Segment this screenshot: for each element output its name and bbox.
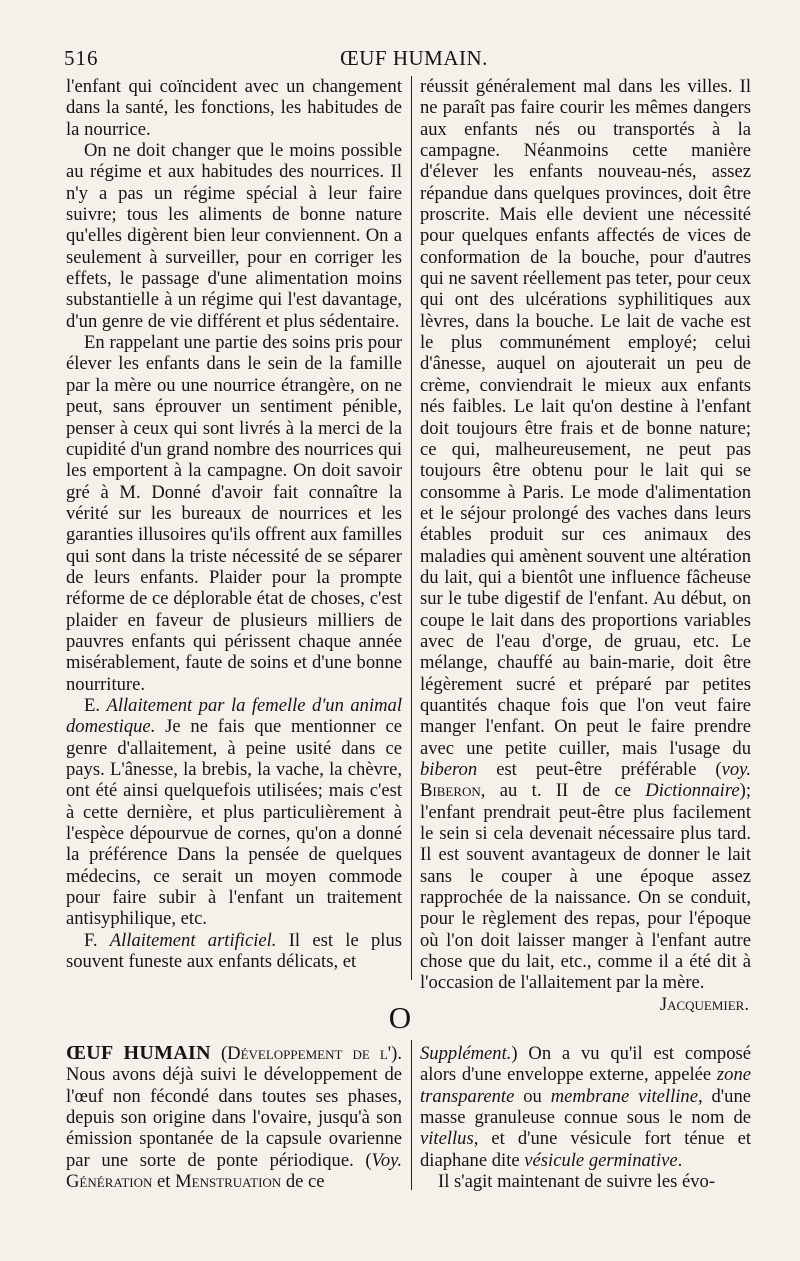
paragraph-section-e [66, 695, 402, 930]
emphasis: vitellus [420, 1128, 474, 1150]
page-number: 516 [64, 46, 99, 70]
emphasis: zone transparente [420, 1064, 751, 1107]
left-column-top [66, 76, 402, 972]
section-title: Allaitement artificiel. [109, 929, 277, 951]
paragraph: l'enfant qui coïncident avec un changement dans la santé, les fonctions, les habitudes de la nourrice. [66, 76, 402, 140]
section-label: E. [84, 694, 101, 716]
entry-subheading: (Développement de l'). [210, 1043, 402, 1064]
left-column-bottom [66, 1043, 402, 1192]
text-run: Nous avons déjà suivi le développement de l'œuf non fécondé dans toutes ses phases, depuis son origine dans l'ovaire, jusqu'à son émission spontanée de la capsule ovarienne par une sorte de ponte périodique. ( [66, 1064, 402, 1171]
text-run: est peut-être préférable ( [477, 759, 722, 780]
section-text: Je ne fais que mentionner ce genre d'allaitement, à peine usité dans ce pays. L'ânesse, la brebis, la vache, la chèvre, ont été ainsi quelquefois utilisées; mais c'est à cette dernière, et plus particulièrement à l'espèce dépourvue de cornes, qu'on a donné la préférence Dans la pensée de quelques médecins, ce serait un moyen commode pour faire subir à l'enfant un traitement antisyphilique, etc. [66, 716, 402, 930]
emphasis: Supplément. [420, 1043, 512, 1064]
page-header [64, 44, 764, 72]
text-run: ); l'enfant prendrait peut-être plus facilement le sein si cela devenait nécessaire plus tard. Il est souvent avantageux de donner le lait sans le couper à une époque assez rapprochée de la naissance. On se conduit, pour le règlement des repas, pour l'époque où l'on doit laisser manger à l'enfant autre chose que du lait, etc., comme il a été dit à l'occasion de l'allaitement par la mère. [420, 780, 751, 994]
emphasis: biberon [420, 759, 478, 780]
entry-paragraph [66, 1043, 402, 1192]
text-run: , d'une masse granuleuse connue sous le nom de [420, 1085, 751, 1129]
section-letter: O [388, 1000, 412, 1035]
paragraph [420, 76, 751, 994]
column-divider-top [411, 76, 412, 980]
text-run: réussit généralement mal dans les villes. Il ne paraît pas faire courir les mêmes dangers aux enfants nés ou transportés à la campagne. Néanmoins cette manière d'élever les enfants nouveau-nés, assez répandue dans quelques provinces, doit être proscrite. Mais elle devient une nécessité pour quelques enfants affectés de vices de conformation de la bouche, pour d'autres qui ne savent réellement pas teter, pour ceux qui ont des ulcérations syphilitiques aux lèvres, dans la bouche. Le lait de vache est le plus communément employé; celui d'ânesse, auquel on ajouterait un peu de crème, conviendrait le mieux aux enfants nés faibles. Le lait qu'on destine à l'enfant doit toujours être frais et de bonne nature; ce qui, malheureusement, ne peut pas toujours être obtenu pour le lait qui se consomme à Paris. Le mode d'alimentation et le séjour prolongé des vaches dans leurs étables produit sur ces animaux des maladies qui amènent souvent une altération du lait, qui a bientôt une influence fâcheuse sur le tube digestif de l'enfant. Au début, on coupe le lait dans des proportions variables avec de l'eau d'orge, de gruau, etc. Le mélange, chauffé au bain-marie, doit être légèrement sucré et préparé par petites quantités chaque fois que l'on veut faire manger l'enfant. On peut le faire prendre avec une petite cuiller, mais l'usage du [420, 76, 751, 759]
right-column-top [420, 76, 751, 1015]
running-title: ŒUF HUMAIN. [340, 46, 488, 70]
emphasis: membrane vitelline [550, 1085, 698, 1107]
column-divider-bottom [411, 1040, 412, 1190]
section-text: Il est le plus souvent funeste aux enfants délicats, et [66, 929, 402, 973]
cross-reference: Biberon [420, 780, 481, 802]
text-run: ou [514, 1085, 551, 1107]
section-label: F. [84, 929, 98, 951]
emphasis: Dictionnaire [645, 780, 740, 802]
emphasis: voy. [721, 759, 751, 780]
paragraph [420, 1043, 751, 1171]
text-run: , et d'une vésicule fort ténue et diaphane dite [420, 1128, 751, 1171]
paragraph-section-f [66, 930, 402, 973]
section-title: Allaitement par la femelle d'un animal domestique. [66, 694, 402, 738]
author-signature: Jacquemier. [659, 993, 749, 1015]
paragraph: Il s'agit maintenant de suivre les évo- [438, 1171, 716, 1193]
text-run: et [152, 1171, 176, 1193]
entry-headword: ŒUF HUMAIN [66, 1042, 211, 1064]
emphasis: Voy. [371, 1149, 402, 1171]
cross-reference: Menstruation [175, 1171, 282, 1193]
emphasis: vésicule germinative [524, 1149, 678, 1171]
paragraph: On ne doit changer que le moins possible au régime et aux habitudes des nourrices. Il n'y a pas un régime spécial à leur faire suivre; tous les aliments de bonne nature qu'elles digèrent bien leur conviennent. On a seulement à surveiller, pour en corriger les effets, le passage d'une alimentation moins substantielle à un régime qui l'est davantage, d'un genre de vie différent et plus sédentaire. [66, 140, 402, 332]
paragraph: En rappelant une partie des soins pris pour élever les enfants dans le sein de la famille par la mère ou une nourrice étrangère, on ne peut, sans éprouver un sentiment pénible, penser à ceux qui sont livrés à la merci de la cupidité d'un grand nombre des nourrices qui les emportent à la campagne. On doit savoir gré à M. Donné d'avoir fait connaître la vérité sur les bureaux de nourrices et les garanties illusoires qu'ils offrent aux familles qui sont dans la triste nécessité de se séparer de leurs enfants. Plaider pour la prompte réforme de ce déplorable état de choses, c'est plaider en faveur de plusieurs milliers de pauvres enfants qui périssent chaque année misérablement, faute de soins et d'une bonne nourriture. [66, 332, 402, 695]
right-column-bottom [420, 1043, 751, 1192]
text-run: de ce [281, 1171, 325, 1193]
cross-reference: Génération [66, 1171, 153, 1193]
text-run: , au t. II de ce [480, 780, 646, 802]
text-run: ) On a vu qu'il est composé alors d'une enveloppe externe, appelée [420, 1043, 751, 1086]
text-run: . [677, 1149, 683, 1171]
